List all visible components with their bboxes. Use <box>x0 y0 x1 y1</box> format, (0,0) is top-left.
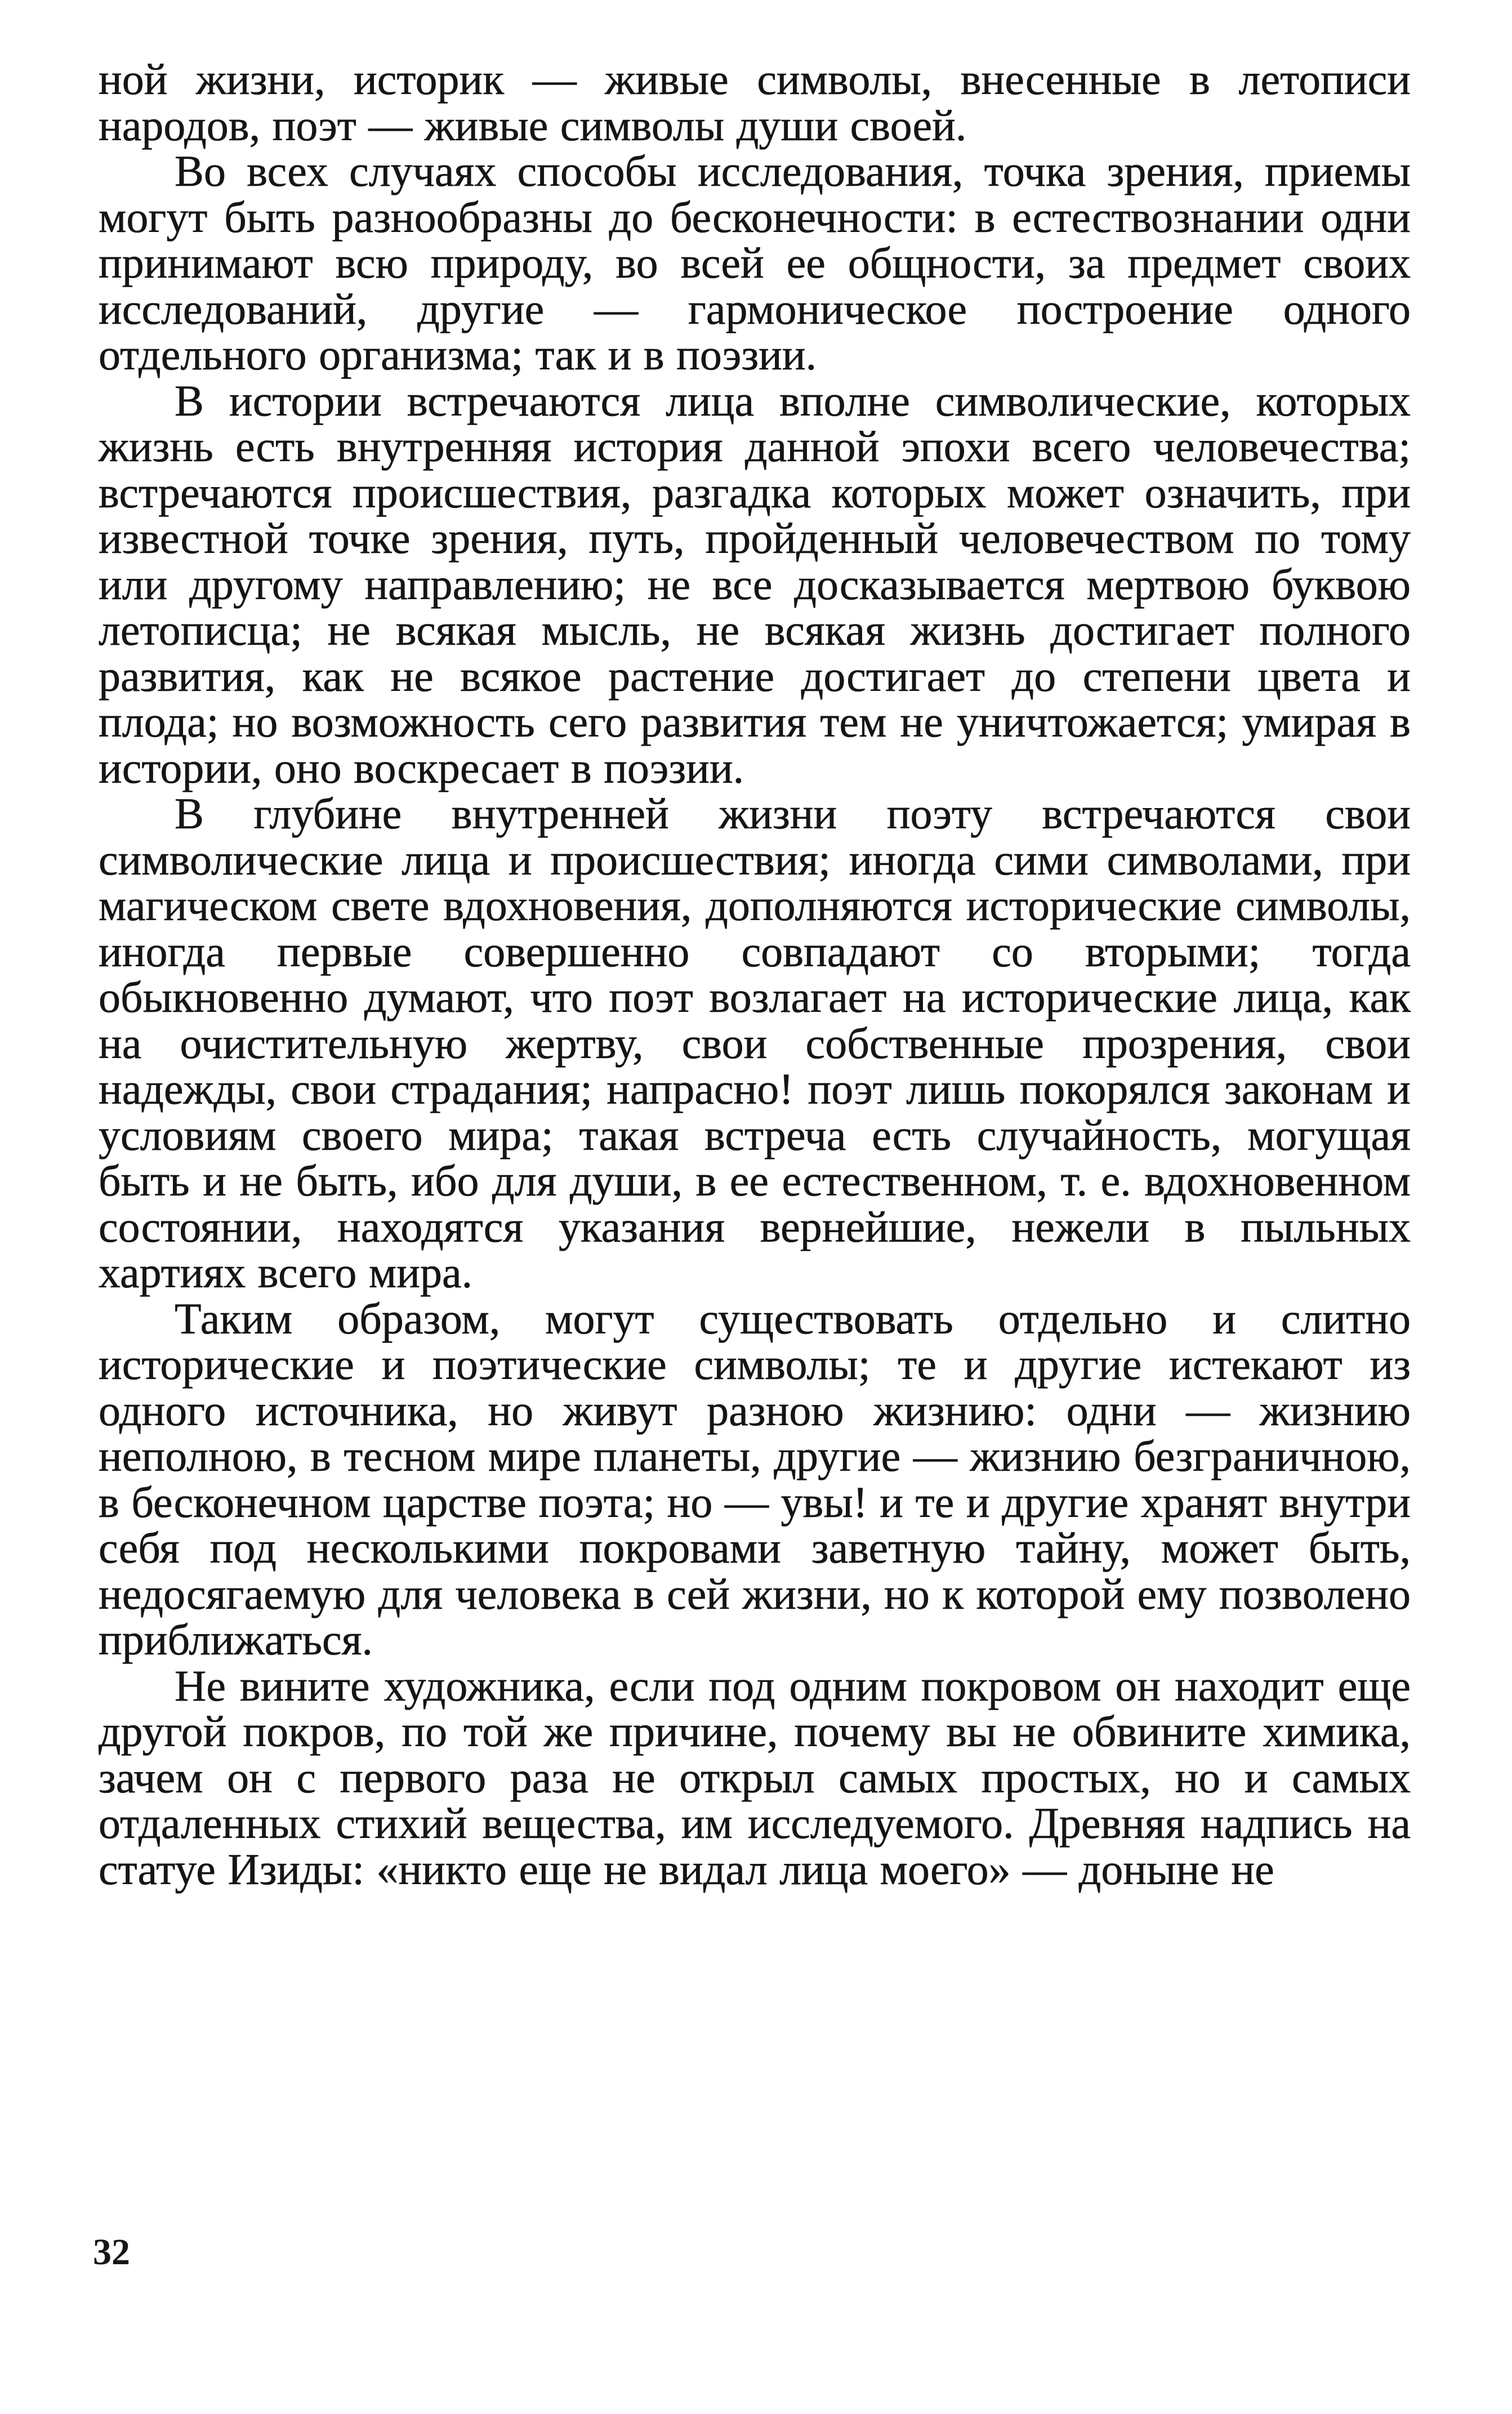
paragraph-1: ной жизни, историк — живые символы, внесенные в летописи народов, поэт — живые символы души своей. <box>99 55 1411 150</box>
page-body-text <box>99 56 1411 1892</box>
paragraph-6: Не вините художника, если под одним покровом он находит еще другой покров, по той же причине, почему вы не обвините химика, зачем он с первого раза не открыл самых простых, но и самых отдаленных стихий вещества, им исследуемого. Древняя надпись на статуе Изиды: «никто еще не видал лица моего» — доныне не <box>99 1661 1411 1894</box>
paragraph-5: Таким образом, могут существовать отдельно и слитно исторические и поэтические символы; те и другие истекают из одного источника, но живут разною жизнию: одни — жизнию неполною, в тесном мире планеты, другие — жизнию безграничною, в бесконечном царстве поэта; но — увы! и те и другие хранят внутри себя под несколькими покровами заветную тайну, может быть, недосягаемую для человека в сей жизни, но к которой ему позволено приближаться. <box>99 1293 1411 1664</box>
paragraph-3: В истории встречаются лица вполне символические, которых жизнь есть внутренняя история данной эпохи всего человечества; встречаются происшествия, разгадка которых может означить, при известной точке зрения, путь, пройденный человечеством по тому или другому направлению; не все досказывается мертвою буквою летописца; не всякая мысль, не всякая жизнь достигает полного развития, как не всякое растение достигает до степени цвета и плода; но возможность сего развития тем не уничтожается; умирая в истории, оно воскресает в поэзии. <box>99 376 1411 792</box>
page-number: 32 <box>93 2232 130 2273</box>
paragraph-4: В глубине внутренней жизни поэту встречаются свои символические лица и происшествия; иногда сими символами, при магическом свете вдохновения, дополняются исторические символы, иногда первые совершенно совпадают со вторыми; тогда обыкновенно думают, что поэт возлагает на исторические лица, как на очистительную жертву, свои собственные прозрения, свои надежды, свои страдания; напрасно! поэт лишь покорялся законам и условиям своего мира; такая встреча есть случайность, могущая быть и не быть, ибо для души, в ее естественном, т. е. вдохновенном состоянии, находятся указания вернейшие, нежели в пыльных хартиях всего мира. <box>99 789 1411 1297</box>
paragraph-2: Во всех случаях способы исследования, точка зрения, приемы могут быть разнообразны до бесконечности: в естествознании одни принимают всю природу, во всей ее общности, за предмет своих исследований, другие — гармоническое построение одного отдельного организма; так и в поэзии. <box>99 146 1411 379</box>
